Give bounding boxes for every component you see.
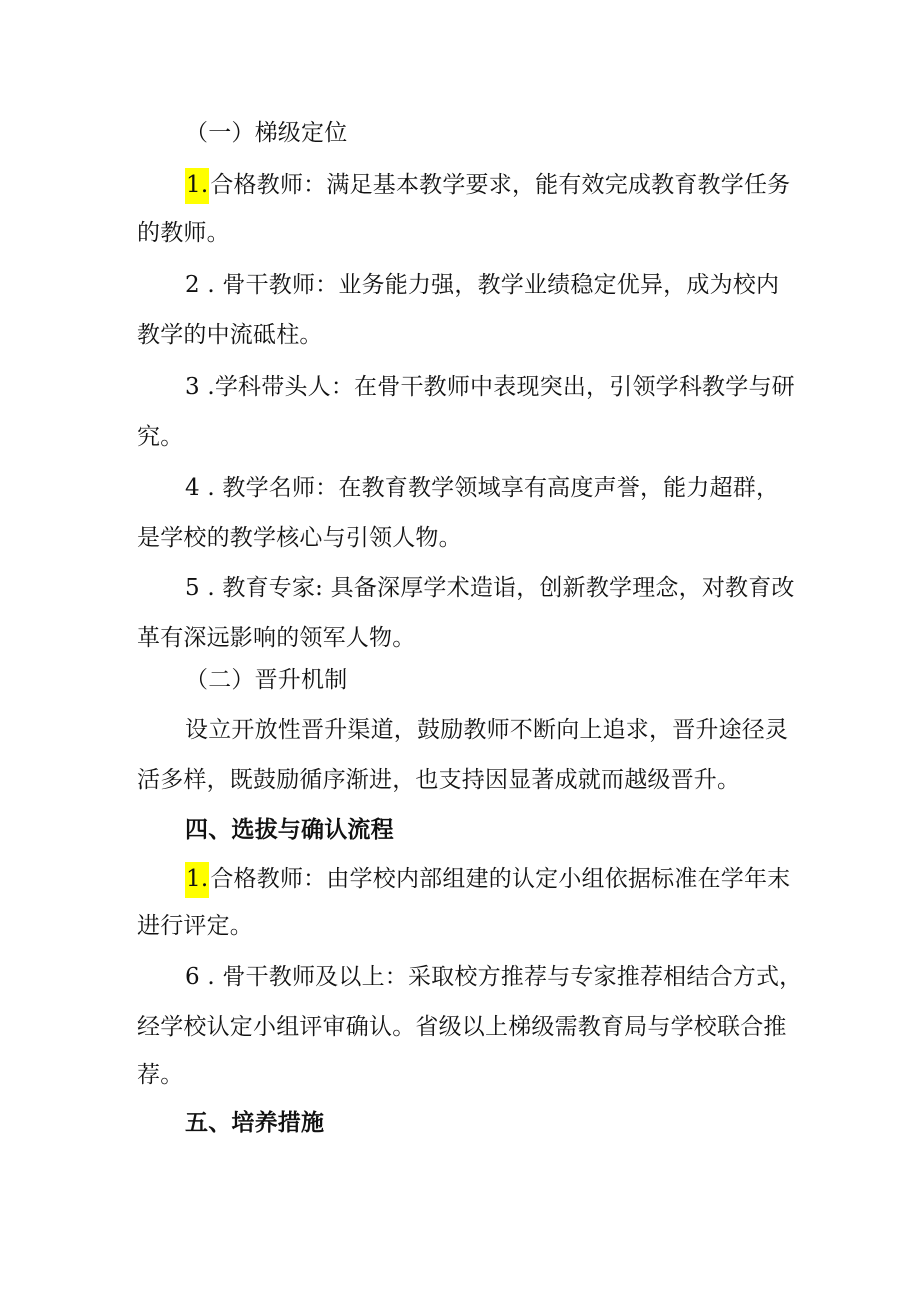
- paragraph-selection-qualified-line2: 进行评定。: [137, 913, 253, 939]
- paragraph-qualified-teacher-line2: 的教师。: [137, 220, 230, 246]
- subsection-title-promotion-mechanism: （二）晋升机制: [185, 667, 348, 693]
- subsection-title-ladder-positioning: （一）梯级定位: [185, 120, 348, 146]
- paragraph-promotion-line2: 活多样，既鼓励循序渐进，也支持因显著成就而越级晋升。: [137, 767, 741, 793]
- paragraph-selection-backbone-line3: 荐。: [137, 1062, 184, 1088]
- paragraph-promotion-line1: 设立开放性晋升渠道，鼓励教师不断向上追求，晋升途径灵: [185, 717, 789, 743]
- paragraph-text: 合格教师：满足基本教学要求，能有效完成教育教学任务: [210, 172, 791, 198]
- paragraph-qualified-teacher-line1: [185, 168, 790, 204]
- section-title-training-measures: 五、培养措施: [185, 1110, 325, 1136]
- paragraph-selection-qualified-line1: [185, 862, 790, 898]
- paragraph-backbone-teacher-line2: 教学的中流砥柱。: [137, 322, 323, 348]
- paragraph-education-expert-line1: 5 . 教育专家: 具备深厚学术造诣，创新教学理念，对教育改: [185, 575, 795, 601]
- paragraph-selection-backbone-line1: 6 . 骨干教师及以上：采取校方推荐与专家推荐相结合方式，: [185, 964, 803, 990]
- paragraph-education-expert-line2: 革有深远影响的领军人物。: [137, 625, 416, 651]
- highlighted-item-number: 1.: [185, 862, 209, 898]
- paragraph-famous-teacher-line2: 是学校的教学核心与引领人物。: [137, 525, 462, 551]
- paragraph-selection-backbone-line2: 经学校认定小组评审确认。省级以上梯级需教育局与学校联合推: [137, 1014, 787, 1040]
- highlighted-item-number: 1.: [185, 168, 209, 204]
- paragraph-famous-teacher-line1: 4 . 教学名师：在教育教学领域享有高度声誉，能力超群，: [185, 475, 780, 501]
- paragraph-subject-leader-line2: 究。: [137, 424, 184, 450]
- paragraph-text: 合格教师：由学校内部组建的认定小组依据标准在学年末: [210, 866, 791, 892]
- section-title-selection-process: 四、选拔与确认流程: [185, 817, 394, 843]
- paragraph-backbone-teacher-line1: 2 . 骨干教师：业务能力强，教学业绩稳定优异，成为校内: [185, 272, 780, 298]
- paragraph-subject-leader-line1: 3 .学科带头人：在骨干教师中表现突出，引领学科教学与研: [185, 374, 795, 400]
